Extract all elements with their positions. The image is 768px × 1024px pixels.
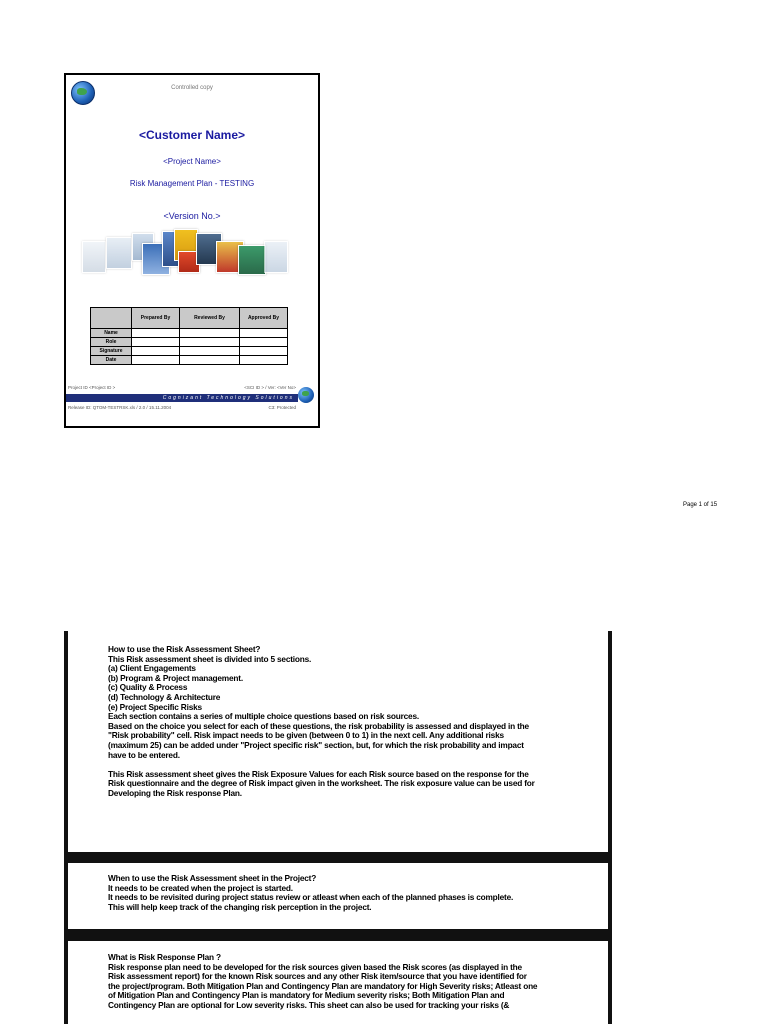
list-item: (c) Quality & Process <box>108 682 188 693</box>
row-label-name: Name <box>91 329 132 338</box>
table-cell <box>240 338 288 347</box>
row-label-date: Date <box>91 356 132 365</box>
text-line: Each section contains a series of multiple choice questions based on risk sources. <box>108 711 419 722</box>
signoff-table <box>90 307 288 365</box>
project-name: <Project Name> <box>163 157 221 166</box>
table-cell <box>180 356 240 365</box>
section-heading: When to use the Risk Assessment sheet in the Project? <box>108 873 317 883</box>
section-heading: How to use the Risk Assessment Sheet? <box>108 644 261 654</box>
text-line: It needs to be created when the project is started. <box>108 882 293 893</box>
project-id: Project ID <Project ID > <box>68 385 116 390</box>
collage-tile <box>264 241 288 273</box>
text-line: "Risk probability" cell. Risk impact needs to be given (between 0 to 1) in the next cell. Any additional risks <box>108 730 504 741</box>
text-line: (maximum 25) can be added under "Project specific risk" section, but, for which the risk probability and impact <box>108 739 524 750</box>
signoff-table-corner <box>91 308 132 329</box>
cover-page <box>64 73 320 428</box>
approved-by-header: Approved By <box>240 308 288 329</box>
text-line: of Mitigation Plan and Contingency Plan is mandatory for Medium severity risks; Both Mitigation Plan and <box>108 990 505 1001</box>
release-id: Release ID: QTOM-TESTRSK.xls / 2.0 / 15.11.2004 <box>68 405 172 410</box>
reviewed-by-header: Reviewed By <box>180 308 240 329</box>
text-line: have to be entered. <box>108 749 180 760</box>
cover-footer-release <box>68 405 296 410</box>
table-cell <box>132 329 180 338</box>
table-cell <box>240 329 288 338</box>
sci-id: <SCI ID > / Ver: <Ver No> <box>244 385 296 390</box>
text-line: Risk response plan need to be developed for the risk sources given based the Risk scores (as displayed in the <box>108 961 522 972</box>
text-line: This will help keep track of the changing risk perception in the project. <box>108 901 372 912</box>
list-item: (e) Project Specific Risks <box>108 701 202 712</box>
collage-tile <box>238 245 266 275</box>
table-cell <box>132 356 180 365</box>
text-line: This Risk assessment sheet is divided into 5 sections. <box>108 653 312 664</box>
page-number: Page 1 of 15 <box>683 502 718 508</box>
section-when-to-use <box>68 863 608 929</box>
row-label-signature: Signature <box>91 347 132 356</box>
table-cell <box>180 347 240 356</box>
classification: C3: Protected <box>268 405 296 410</box>
text-line: This Risk assessment sheet gives the Risk Exposure Values for each Risk source based on the response for the <box>108 768 529 779</box>
text-line: Based on the choice you select for each of these questions, the risk probability is assessed and displayed in the <box>108 720 529 731</box>
cover-image-collage <box>80 227 290 279</box>
row-label-role: Role <box>91 338 132 347</box>
text-line: Risk questionnaire and the degree of Risk impact given in the worksheet. The risk exposure value can be used for <box>108 778 535 789</box>
section-risk-response-plan <box>68 941 608 1024</box>
list-item: (a) Client Engagements <box>108 663 196 674</box>
list-item: (b) Program & Project management. <box>108 672 243 683</box>
table-cell <box>180 329 240 338</box>
text-line: the project/program. Both Mitigation Plan and Contingency Plan are mandatory for High Severity risks; Atleast one <box>108 980 538 991</box>
table-cell <box>132 338 180 347</box>
collage-tile <box>106 237 132 269</box>
table-cell <box>180 338 240 347</box>
company-banner: Cognizant Technology Solutions <box>66 394 298 402</box>
prepared-by-header: Prepared By <box>132 308 180 329</box>
controlled-copy-label: Controlled copy <box>171 85 213 91</box>
footer-globe-icon <box>298 387 314 403</box>
instructions-sheet <box>64 631 612 1024</box>
list-item: (d) Technology & Architecture <box>108 691 221 702</box>
document-title: Risk Management Plan - TESTING <box>129 179 255 188</box>
cover-footer-ids <box>68 385 296 390</box>
collage-tile <box>82 241 106 273</box>
version-number: <Version No.> <box>163 211 221 221</box>
customer-name: <Customer Name> <box>138 128 246 142</box>
text-line: Risk assessment report) for the known Risk sources and any other Risk item/source that you have identified for <box>108 971 527 982</box>
table-cell <box>132 347 180 356</box>
table-cell <box>240 347 288 356</box>
text-line: Developing the Risk response Plan. <box>108 787 242 798</box>
table-cell <box>240 356 288 365</box>
section-heading: What is Risk Response Plan ? <box>108 952 221 962</box>
section-how-to-use <box>68 631 608 852</box>
text-line: It needs to be revisited during project status review or atleast when each of the planned phases is complete. <box>108 892 514 903</box>
text-line: Contingency Plan are optional for Low severity risks. This sheet can also be used for tracking your risks (& <box>108 999 510 1010</box>
